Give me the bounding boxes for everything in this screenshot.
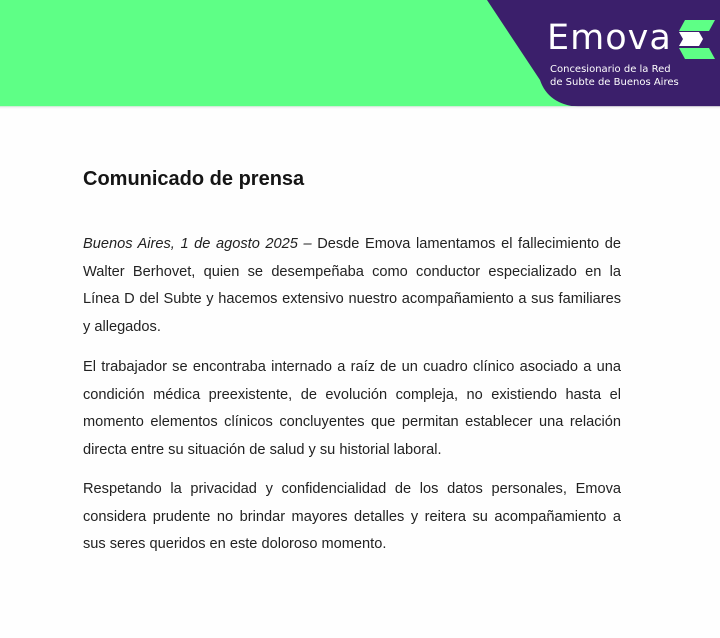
paragraph-3: Respetando la privacidad y confidencialidad de los datos personales, Emova considera prudente no brindar mayores detalles y reitera su acompañamiento a sus seres queridos en este doloroso momento. xyxy=(83,481,621,552)
dateline: Buenos Aires, 1 de agosto 2025 – xyxy=(83,236,312,252)
emova-logo xyxy=(547,14,717,94)
paragraph-1-text: Desde Emova lamentamos el fallecimiento de Walter Berhovet, quien se desempeñaba como conductor especializado en la Línea D del Subte y hacemos extensivo nuestro acompañamiento a sus familiares y allegados. xyxy=(83,236,621,335)
emova-e-mark-icon xyxy=(677,20,717,60)
header-divider xyxy=(0,106,720,109)
paragraph-1 xyxy=(83,231,621,341)
header-band xyxy=(0,0,720,107)
brand-name: Emova xyxy=(547,18,672,58)
brand-subtitle xyxy=(550,64,679,89)
brand-subtitle-line2: de Subte de Buenos Aires xyxy=(550,76,679,88)
brand-subtitle-line1: Concesionario de la Red xyxy=(550,64,671,75)
paragraph-2: El trabajador se encontraba internado a raíz de un cuadro clínico asociado a una condición médica preexistente, de evolución compleja, no existiendo hasta el momento elementos clínicos concluyentes que permitan establecer una relación directa entre su situación de salud y su historial laboral. xyxy=(83,359,621,458)
page-title: Comunicado de prensa xyxy=(83,168,305,190)
